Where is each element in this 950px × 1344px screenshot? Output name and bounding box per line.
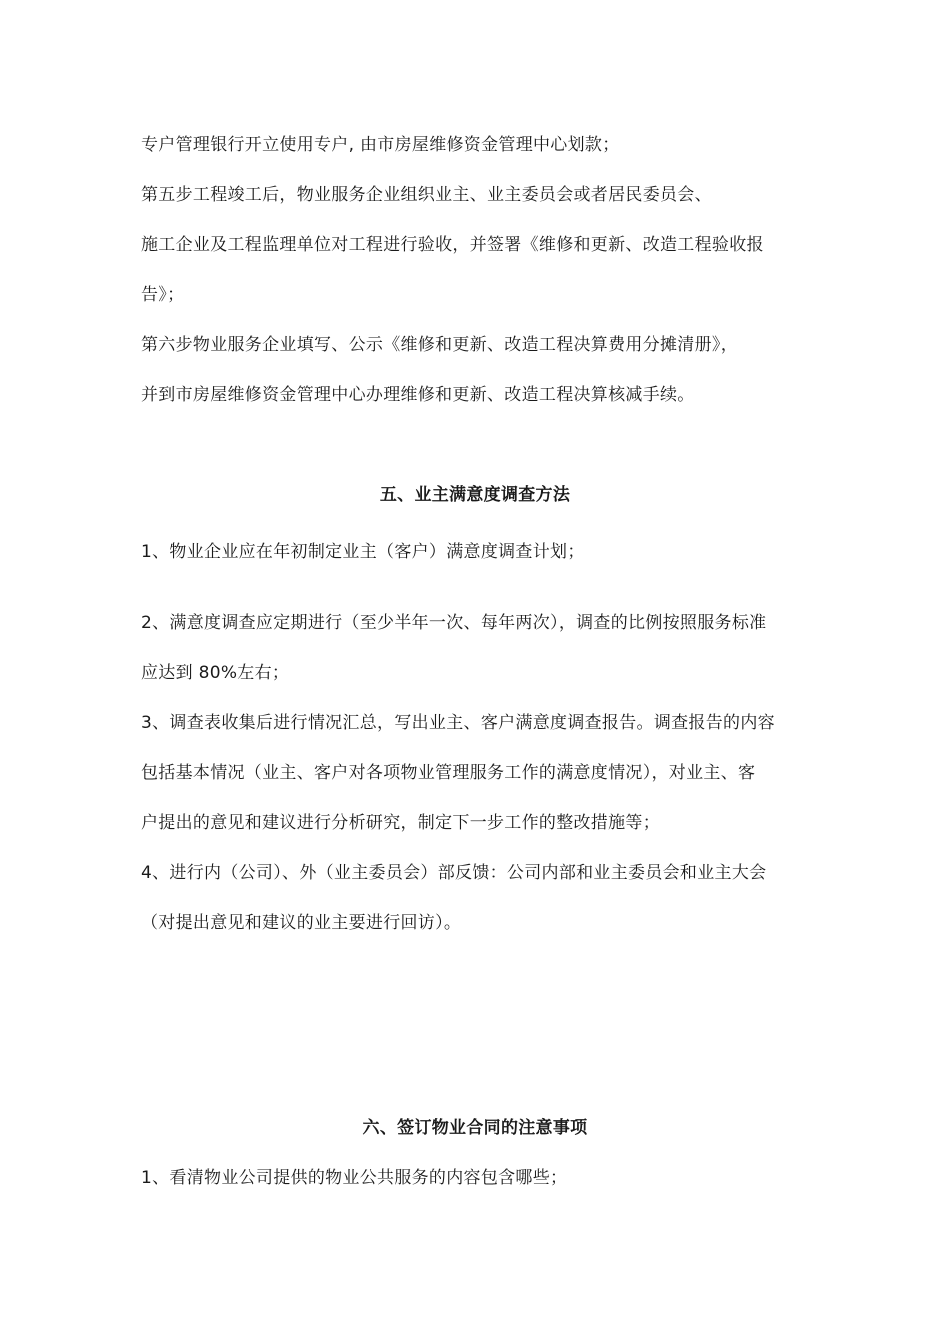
paragraph-line: 应达到 80%左右；	[141, 663, 290, 683]
paragraph-line: 专户管理银行开立使用专户, 由市房屋维修资金管理中心划款；	[141, 135, 620, 155]
list-item: 1、物业企业应在年初制定业主（客户）满意度调查计划；	[141, 542, 585, 562]
list-item: 4、进行内（公司）、外（业主委员会）部反馈：公司内部和业主委员会和业主大会	[141, 863, 767, 883]
paragraph-line: 并到市房屋维修资金管理中心办理维修和更新、改造工程决算核减手续。	[141, 385, 695, 405]
list-item: 1、看清物业公司提供的物业公共服务的内容包含哪些；	[141, 1168, 568, 1188]
paragraph-line: 包括基本情况（业主、客户对各项物业管理服务工作的满意度情况），对业主、客	[141, 763, 756, 783]
section-heading-satisfaction-survey: 五、业主满意度调查方法	[379, 485, 571, 505]
section-heading-contract-notes: 六、签订物业合同的注意事项	[362, 1118, 588, 1138]
paragraph-line: （对提出意见和建议的业主要进行回访）。	[141, 913, 462, 933]
paragraph-line: 施工企业及工程监理单位对工程进行验收，并签署《维修和更新、改造工程验收报	[141, 235, 764, 255]
paragraph-line: 户提出的意见和建议进行分析研究，制定下一步工作的整改措施等；	[141, 813, 660, 833]
list-item: 2、满意度调查应定期进行（至少半年一次、每年两次），调查的比例按照服务标准	[141, 613, 767, 633]
paragraph-line: 第五步工程竣工后，物业服务企业组织业主、业主委员会或者居民委员会、	[141, 185, 712, 205]
list-item: 3、调查表收集后进行情况汇总，写出业主、客户满意度调查报告。调查报告的内容	[141, 713, 775, 733]
paragraph-line: 第六步物业服务企业填写、公示《维修和更新、改造工程决算费用分摊清册》，	[141, 335, 738, 355]
paragraph-line: 告》；	[141, 285, 185, 305]
